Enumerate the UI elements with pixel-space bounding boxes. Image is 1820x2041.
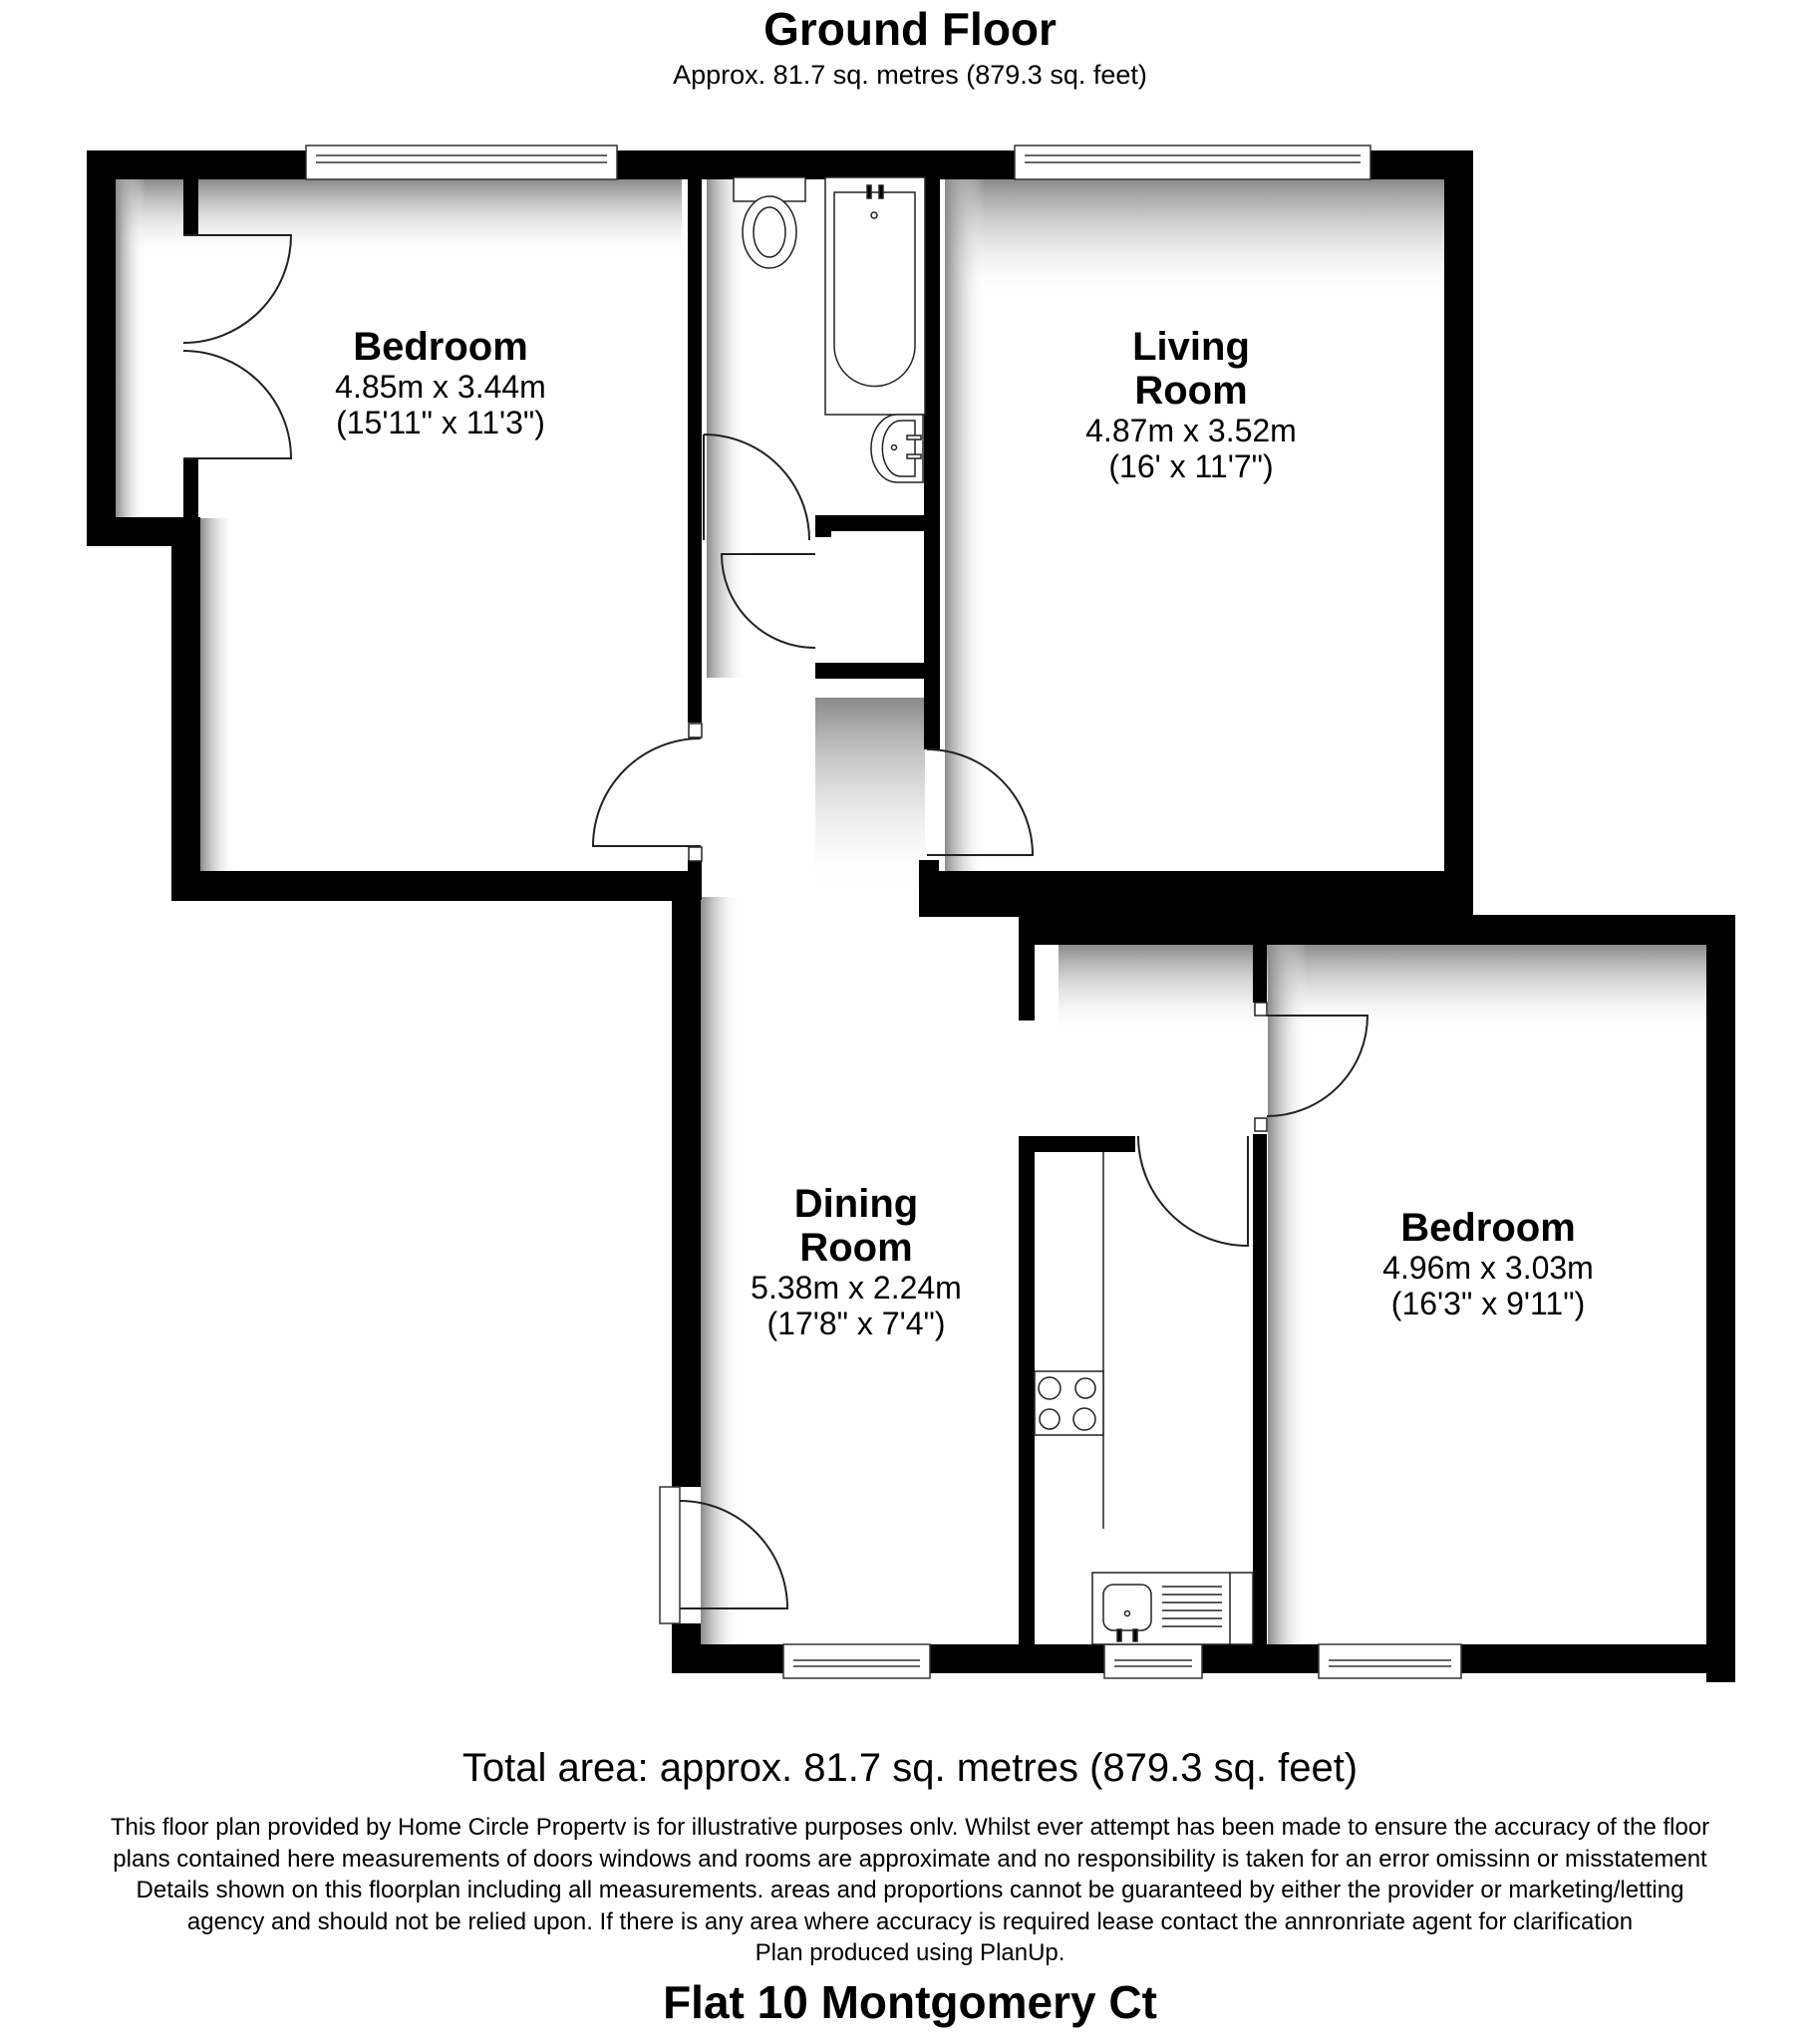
room-label-dining-room xyxy=(751,1182,962,1341)
window-dining xyxy=(783,1644,930,1678)
window-kitchen xyxy=(1104,1644,1202,1678)
room-name-line2: Room xyxy=(1134,369,1248,413)
room-label-bedroom-1 xyxy=(335,325,546,440)
floor-area-subtitle: Approx. 81.7 sq. metres (879.3 sq. feet) xyxy=(673,60,1147,90)
disclaimer-line: Details shown on this floorplan including all measurements. areas and proportions cannot be guaranteed by either the provider or marketing/letting xyxy=(136,1877,1684,1903)
room-metric: 4.85m x 3.44m xyxy=(335,369,546,405)
disclaimer-line: agency and should not be relied upon. If there is any area where accuracy is required lease contact the annronriate agent for clarification xyxy=(186,1907,1634,1935)
window-bedroom2 xyxy=(1319,1644,1461,1678)
room-imperial: (17'8" x 7'4") xyxy=(766,1306,946,1341)
room-imperial: (15'11" x 11'3") xyxy=(336,405,545,440)
wash-basin-icon xyxy=(871,415,923,482)
room-metric: 4.87m x 3.52m xyxy=(1085,413,1297,448)
disclaimer xyxy=(0,1812,1820,1969)
room-metric: 4.96m x 3.03m xyxy=(1382,1250,1594,1286)
bath-icon xyxy=(825,177,925,415)
window-front-door-side xyxy=(660,1487,680,1623)
hob-icon xyxy=(1035,1371,1103,1435)
room-name: Bedroom xyxy=(353,325,528,369)
room-imperial: (16' x 11'7") xyxy=(1108,448,1274,484)
disclaimer-line: This floor plan provided by Home Circle Propertv is for illustrative purposes onlv. Whilst ever attempt has been made to ensure the accuracy of the floor xyxy=(110,1814,1710,1841)
property-address: Flat 10 Montgomery Ct xyxy=(663,1976,1157,2028)
room-label-bedroom-2 xyxy=(1382,1206,1594,1321)
floor-title: Ground Floor xyxy=(763,3,1057,55)
room-name-line2: Room xyxy=(799,1226,913,1270)
kitchen-door xyxy=(1138,1136,1248,1246)
room-name-line1: Living xyxy=(1132,325,1250,369)
disclaimer-line: Plan produced using PlanUp. xyxy=(755,1939,1065,1966)
window-bedroom1 xyxy=(306,146,617,179)
room-label-living-room xyxy=(1085,325,1297,484)
room-metric: 5.38m x 2.24m xyxy=(751,1270,962,1306)
total-area: Total area: approx. 81.7 sq. metres (879.3 sq. feet) xyxy=(461,1746,1359,1790)
room-imperial: (16'3" x 9'11") xyxy=(1390,1286,1586,1321)
window-living xyxy=(1015,146,1370,179)
disclaimer-line: plans contained here measurements of doors windows and rooms are approximate and no responsibility is taken for an error omissinn or misstatement xyxy=(113,1845,1707,1873)
kitchen-sink-icon xyxy=(1092,1573,1253,1644)
room-name: Bedroom xyxy=(1400,1206,1576,1250)
room-name-line1: Dining xyxy=(793,1182,919,1226)
